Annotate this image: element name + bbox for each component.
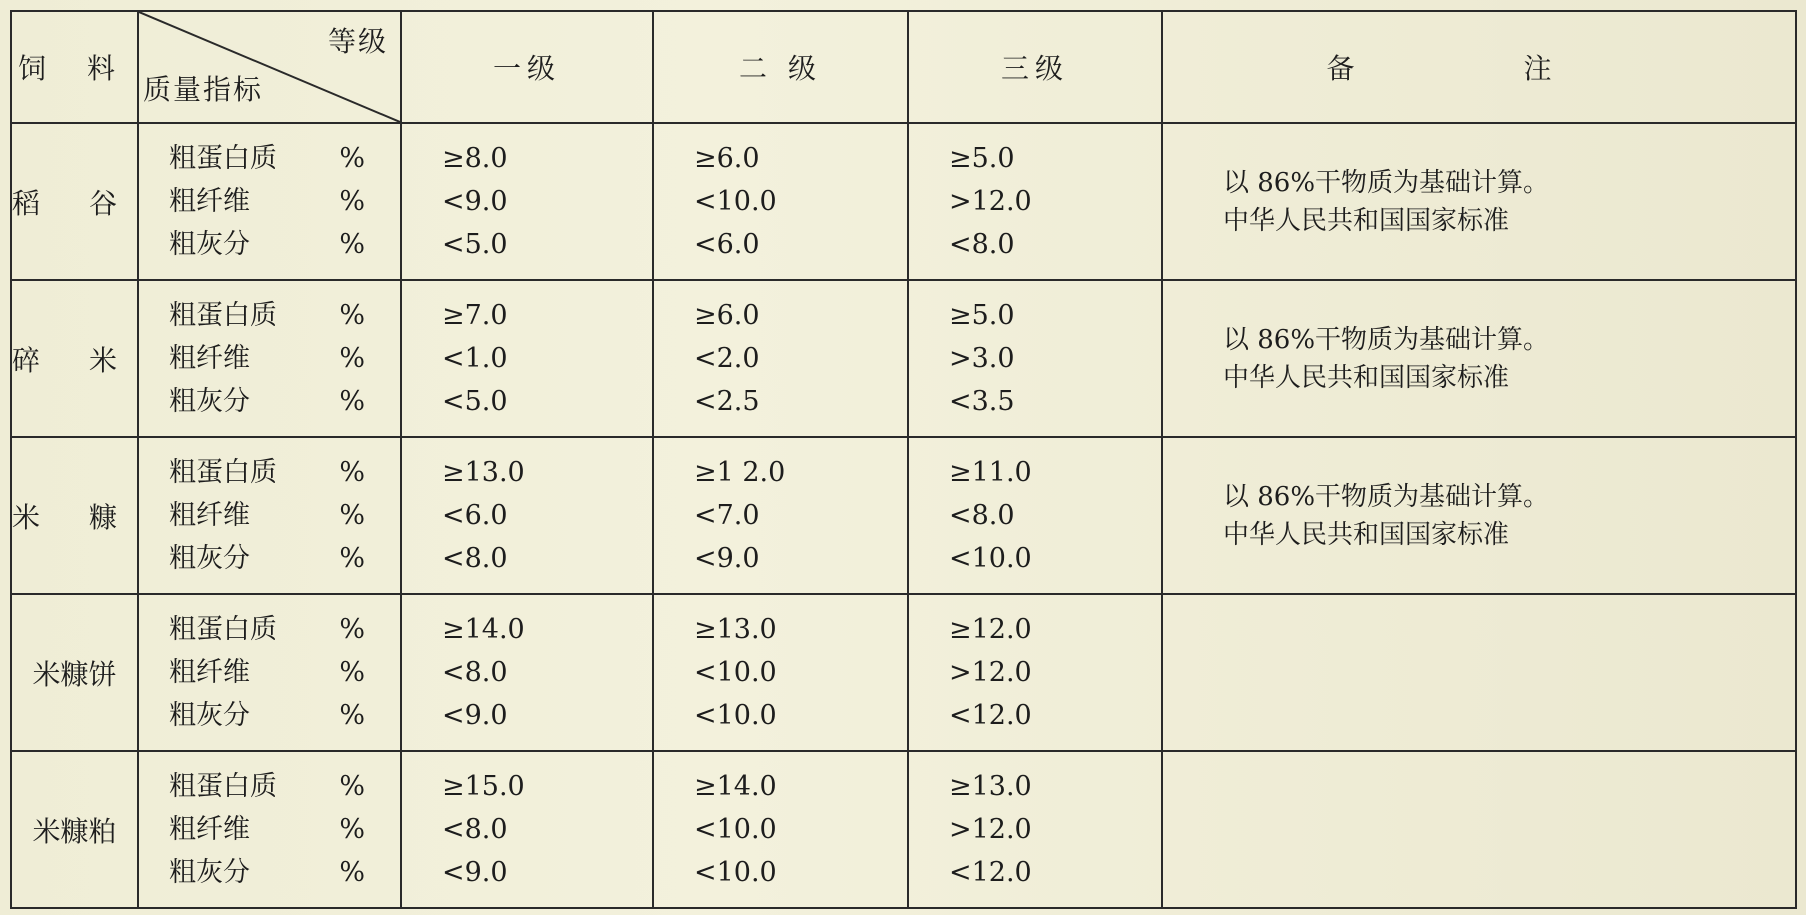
grade-value: <1.0 bbox=[442, 343, 508, 374]
indicator-name: 粗灰分 bbox=[169, 543, 250, 574]
grade-3-cell bbox=[908, 751, 1162, 908]
grade-value: ≥6.0 bbox=[694, 300, 760, 331]
grade-value: <8.0 bbox=[949, 229, 1015, 260]
grade-1-cell bbox=[401, 280, 653, 437]
grade-value: <8.0 bbox=[949, 500, 1015, 531]
unit-label: % bbox=[339, 771, 365, 802]
indicator-name: 粗灰分 bbox=[169, 857, 250, 888]
grade-value: <10.0 bbox=[949, 543, 1032, 574]
table-row bbox=[11, 594, 1796, 751]
grade-value: ≥14.0 bbox=[442, 614, 525, 645]
grade-value: <12.0 bbox=[949, 857, 1032, 888]
grade-value: <10.0 bbox=[694, 857, 777, 888]
grade-value: <10.0 bbox=[694, 700, 777, 731]
grade-value: ≥13.0 bbox=[694, 614, 777, 645]
feed-name-cell: 米糠饼 bbox=[11, 594, 138, 751]
grade-value: <10.0 bbox=[694, 186, 777, 217]
indicator-line bbox=[139, 765, 400, 808]
grade-3-cell bbox=[908, 280, 1162, 437]
indicator-line bbox=[139, 380, 400, 423]
grade-value: <9.0 bbox=[694, 543, 760, 574]
grade-value: ≥5.0 bbox=[949, 143, 1015, 174]
indicator-line bbox=[139, 808, 400, 851]
grade-value: ≥15.0 bbox=[442, 771, 525, 802]
feed-name-cell: 米糠粕 bbox=[11, 751, 138, 908]
note-cell bbox=[1162, 123, 1796, 280]
grade-value: ≥6.0 bbox=[694, 143, 760, 174]
indicator-line bbox=[139, 851, 400, 894]
grade-value: <5.0 bbox=[442, 229, 508, 260]
header-note: 备 注 bbox=[1162, 11, 1796, 123]
header-indicator-label: 质量指标 bbox=[143, 73, 264, 106]
grade-value: ≥7.0 bbox=[442, 300, 508, 331]
note-line: 中华人民共和国国家标准 bbox=[1223, 519, 1510, 550]
indicator-name: 粗蛋白质 bbox=[169, 457, 277, 488]
indicator-line bbox=[139, 494, 400, 537]
grade-value: <3.5 bbox=[949, 386, 1015, 417]
grade-3-cell bbox=[908, 594, 1162, 751]
indicator-name: 粗纤维 bbox=[169, 186, 250, 217]
grade-value: <2.5 bbox=[694, 386, 760, 417]
unit-label: % bbox=[339, 543, 365, 574]
indicator-line bbox=[139, 451, 400, 494]
note-line: 以 86%干物质为基础计算。 bbox=[1223, 324, 1550, 355]
unit-label: % bbox=[339, 143, 365, 174]
unit-label: % bbox=[339, 657, 365, 688]
unit-label: % bbox=[339, 500, 365, 531]
indicator-name: 粗纤维 bbox=[169, 343, 250, 374]
grade-value: ≥5.0 bbox=[949, 300, 1015, 331]
grade-value: ≥12.0 bbox=[949, 614, 1032, 645]
indicator-name: 粗纤维 bbox=[169, 500, 250, 531]
header-feed: 饲 料 bbox=[11, 11, 138, 123]
note-cell bbox=[1162, 594, 1796, 751]
note-line: 中华人民共和国国家标准 bbox=[1223, 205, 1510, 236]
note-line: 以 86%干物质为基础计算。 bbox=[1223, 167, 1550, 198]
grade-value: >3.0 bbox=[949, 343, 1015, 374]
indicator-cell bbox=[138, 594, 401, 751]
feed-name-cell: 米 糠 bbox=[11, 437, 138, 594]
unit-label: % bbox=[339, 700, 365, 731]
indicator-name: 粗纤维 bbox=[169, 657, 250, 688]
grade-1-cell bbox=[401, 751, 653, 908]
indicator-name: 粗灰分 bbox=[169, 700, 250, 731]
unit-label: % bbox=[339, 814, 365, 845]
feed-name-cell: 碎 米 bbox=[11, 280, 138, 437]
table-header-row bbox=[11, 11, 1796, 123]
grade-1-cell bbox=[401, 437, 653, 594]
indicator-name: 粗灰分 bbox=[169, 386, 250, 417]
grade-value: ≥13.0 bbox=[442, 457, 525, 488]
grade-value: ≥8.0 bbox=[442, 143, 508, 174]
indicator-name: 粗灰分 bbox=[169, 229, 250, 260]
table-row bbox=[11, 437, 1796, 594]
indicator-line bbox=[139, 294, 400, 337]
indicator-name: 粗蛋白质 bbox=[169, 614, 277, 645]
indicator-line bbox=[139, 223, 400, 266]
indicator-cell bbox=[138, 751, 401, 908]
unit-label: % bbox=[339, 343, 365, 374]
indicator-name: 粗蛋白质 bbox=[169, 300, 277, 331]
unit-label: % bbox=[339, 857, 365, 888]
indicator-cell bbox=[138, 280, 401, 437]
grade-value: <8.0 bbox=[442, 657, 508, 688]
header-grade-1: 一级 bbox=[401, 11, 653, 123]
grade-1-cell bbox=[401, 594, 653, 751]
grade-value: >12.0 bbox=[949, 657, 1032, 688]
grade-value: <5.0 bbox=[442, 386, 508, 417]
grade-value: <9.0 bbox=[442, 186, 508, 217]
indicator-name: 粗蛋白质 bbox=[169, 143, 277, 174]
grade-value: <9.0 bbox=[442, 700, 508, 731]
grade-value: <6.0 bbox=[694, 229, 760, 260]
indicator-name: 粗纤维 bbox=[169, 814, 250, 845]
indicator-cell bbox=[138, 123, 401, 280]
indicator-line bbox=[139, 608, 400, 651]
unit-label: % bbox=[339, 186, 365, 217]
table-row bbox=[11, 280, 1796, 437]
note-cell bbox=[1162, 751, 1796, 908]
grade-value: <9.0 bbox=[442, 857, 508, 888]
grade-2-cell bbox=[653, 280, 908, 437]
grade-value: <10.0 bbox=[694, 814, 777, 845]
table-row bbox=[11, 751, 1796, 908]
feed-name-cell: 稻 谷 bbox=[11, 123, 138, 280]
header-grade-3: 三级 bbox=[908, 11, 1162, 123]
grade-value: ≥11.0 bbox=[949, 457, 1032, 488]
indicator-line bbox=[139, 651, 400, 694]
indicator-line bbox=[139, 137, 400, 180]
grade-2-cell bbox=[653, 751, 908, 908]
grade-value: ≥13.0 bbox=[949, 771, 1032, 802]
grade-value: >12.0 bbox=[949, 186, 1032, 217]
table-row bbox=[11, 123, 1796, 280]
header-grade-label: 等级 bbox=[327, 25, 388, 58]
unit-label: % bbox=[339, 457, 365, 488]
unit-label: % bbox=[339, 300, 365, 331]
note-cell bbox=[1162, 280, 1796, 437]
note-line: 以 86%干物质为基础计算。 bbox=[1223, 481, 1550, 512]
indicator-line bbox=[139, 180, 400, 223]
grade-2-cell bbox=[653, 594, 908, 751]
indicator-line bbox=[139, 537, 400, 580]
grade-value: <7.0 bbox=[694, 500, 760, 531]
unit-label: % bbox=[339, 229, 365, 260]
note-line: 中华人民共和国国家标准 bbox=[1223, 362, 1510, 393]
grade-value: ≥1 2.0 bbox=[694, 457, 786, 488]
grade-3-cell bbox=[908, 437, 1162, 594]
grade-value: <2.0 bbox=[694, 343, 760, 374]
header-grade-2: 二 级 bbox=[653, 11, 908, 123]
grade-value: >12.0 bbox=[949, 814, 1032, 845]
grade-value: <10.0 bbox=[694, 657, 777, 688]
indicator-line bbox=[139, 694, 400, 737]
header-diagonal-cell bbox=[138, 11, 401, 123]
indicator-line bbox=[139, 337, 400, 380]
grade-value: <8.0 bbox=[442, 543, 508, 574]
unit-label: % bbox=[339, 614, 365, 645]
unit-label: % bbox=[339, 386, 365, 417]
feed-quality-grade-table bbox=[10, 10, 1797, 909]
grade-value: <6.0 bbox=[442, 500, 508, 531]
indicator-name: 粗蛋白质 bbox=[169, 771, 277, 802]
grade-value: <8.0 bbox=[442, 814, 508, 845]
note-cell bbox=[1162, 437, 1796, 594]
grade-2-cell bbox=[653, 123, 908, 280]
grade-3-cell bbox=[908, 123, 1162, 280]
grade-value: <12.0 bbox=[949, 700, 1032, 731]
indicator-cell bbox=[138, 437, 401, 594]
grade-1-cell bbox=[401, 123, 653, 280]
grade-value: ≥14.0 bbox=[694, 771, 777, 802]
grade-2-cell bbox=[653, 437, 908, 594]
